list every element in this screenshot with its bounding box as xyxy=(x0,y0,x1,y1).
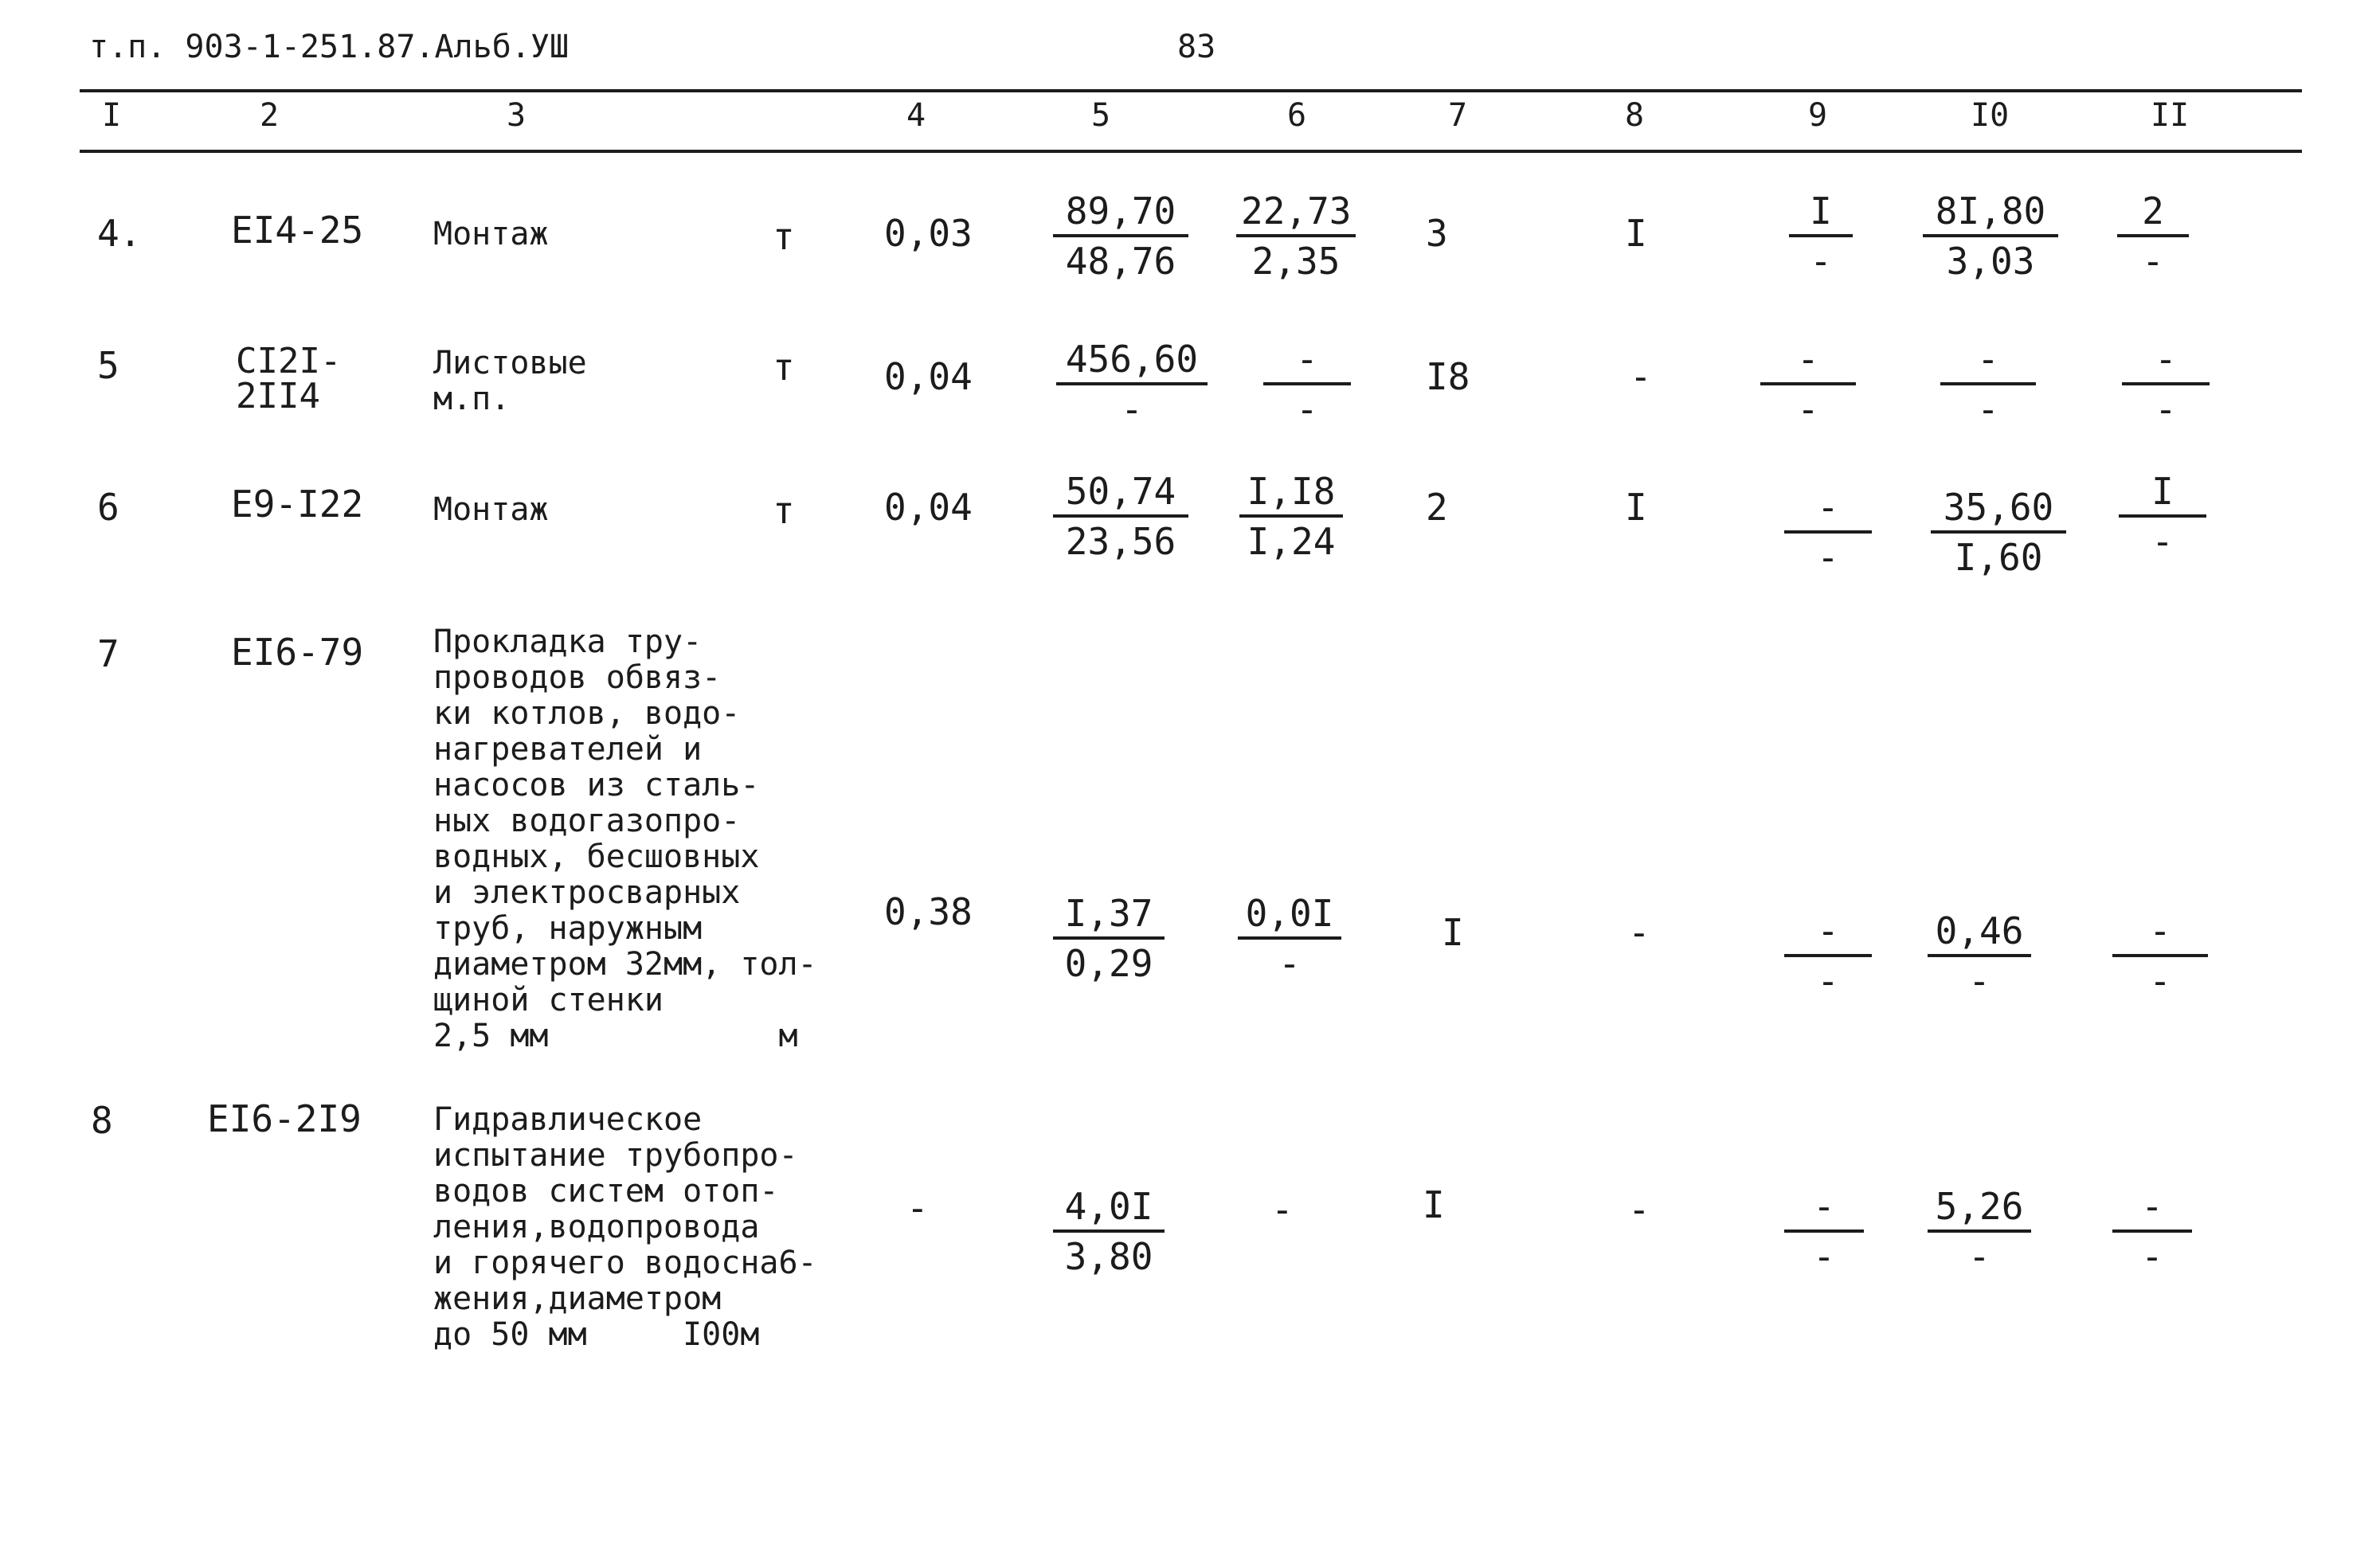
row-unit: т xyxy=(773,489,795,532)
row-name: Прокладка тру- проводов обвяз- ки котлов, водо- нагревателей и насосов из сталь- ных водогазопро- водных, бесшовных и электросварных труб, наружным диаметром 32мм, тол- щиной стенки 2,5 мм м xyxy=(433,624,817,1054)
row-code: EI6-2I9 xyxy=(207,1097,362,1140)
row-code: CI2I- 2II4 xyxy=(236,341,342,416)
row-quantity: - xyxy=(906,1186,929,1229)
column-header-4: 4 xyxy=(906,97,926,134)
row-col6-value: $\frac{I,I8}{I,24}$ xyxy=(1239,468,1343,565)
row-col11-value: I - xyxy=(2119,468,2206,565)
row-number: 4. xyxy=(97,212,142,255)
column-header-6: 6 xyxy=(1287,97,1307,134)
row-col11-value: - - xyxy=(2122,336,2210,433)
row-name: Гидравлическое испытание трубопро- водов систем отоп- ления,водопровода и горячего водосна6- жения,диаметром до 50 мм I00м xyxy=(433,1101,817,1353)
column-header-2: 2 xyxy=(260,97,280,134)
row-name: Монтаж xyxy=(433,216,549,252)
row-col11-value: - - xyxy=(2112,908,2208,1005)
row-col5-value: $\frac{50,74}{23,56}$ xyxy=(1053,468,1188,565)
row-col11-value: 2 - xyxy=(2117,188,2189,285)
row-col10-value: 5,26 - xyxy=(1928,1183,2031,1280)
row-name: Монтаж xyxy=(433,491,549,528)
row-quantity: 0,04 xyxy=(884,355,973,398)
page-number: 83 xyxy=(1177,29,1216,65)
row-code: E9-I22 xyxy=(231,483,364,526)
row-col7-value: I xyxy=(1442,911,1464,954)
row-col10-value: 0,46 - xyxy=(1928,908,2031,1005)
row-col10-value: $\frac{8I,80}{3,03}$ xyxy=(1923,188,2058,285)
row-col11-value: - - xyxy=(2112,1183,2192,1280)
row-quantity: 0,03 xyxy=(884,212,973,255)
row-col5-value: $\frac{I,37}{0,29}$ xyxy=(1053,890,1165,987)
row-col7-value: 3 xyxy=(1426,212,1448,255)
row-col7-value: I xyxy=(1423,1183,1445,1226)
row-col5-value: 456,60 - xyxy=(1056,336,1208,433)
column-header-9: 9 xyxy=(1808,97,1828,134)
column-header-5: 5 xyxy=(1091,97,1111,134)
row-col10-value: $\frac{35,60}{I,60}$ xyxy=(1931,484,2066,581)
row-col10-value: - - xyxy=(1940,336,2036,433)
row-quantity: 0,38 xyxy=(884,890,973,933)
row-col6-value: - xyxy=(1271,1188,1294,1231)
row-code: EI4-25 xyxy=(231,209,364,252)
row-number: 7 xyxy=(97,632,119,675)
row-col6-value: 0,0I - xyxy=(1238,890,1341,987)
document-reference: т.п. 903-1-251.87.Альб.УШ xyxy=(89,29,570,65)
row-col9-value: - - xyxy=(1760,336,1856,433)
row-number: 8 xyxy=(91,1099,113,1142)
row-quantity: 0,04 xyxy=(884,486,973,529)
row-col9-value: - - xyxy=(1784,1183,1864,1280)
row-col8-value: - xyxy=(1628,911,1650,954)
row-unit: т xyxy=(773,346,795,389)
row-col6-value: - - xyxy=(1263,336,1351,433)
table-top-rule xyxy=(80,89,2302,92)
table-header-rule xyxy=(80,150,2302,153)
row-col8-value: - xyxy=(1630,355,1652,398)
column-header-7: 7 xyxy=(1448,97,1468,134)
row-code: EI6-79 xyxy=(231,631,364,674)
row-col8-value: - xyxy=(1628,1188,1650,1231)
column-header-1: I xyxy=(102,97,122,134)
column-header-11: II xyxy=(2151,97,2190,134)
row-col5-value: $\frac{4,0I}{3,80}$ xyxy=(1053,1183,1165,1280)
row-col6-value: $\frac{22,73}{2,35}$ xyxy=(1236,188,1356,285)
row-name: Листовые м.п. xyxy=(433,345,587,417)
row-col5-value: $\frac{89,70}{48,76}$ xyxy=(1053,188,1188,285)
row-col9-value: - - xyxy=(1784,908,1872,1005)
row-number: 6 xyxy=(97,486,119,529)
row-col8-value: I xyxy=(1625,486,1647,529)
column-header-10: I0 xyxy=(1971,97,2010,134)
row-col9-value: I - xyxy=(1789,188,1853,285)
column-header-8: 8 xyxy=(1625,97,1645,134)
row-unit: т xyxy=(773,215,795,258)
column-header-3: 3 xyxy=(507,97,526,134)
row-col7-value: 2 xyxy=(1426,486,1448,529)
row-number: 5 xyxy=(97,344,119,387)
row-col8-value: I xyxy=(1625,212,1647,255)
row-col9-value: - - xyxy=(1784,484,1872,581)
row-col7-value: I8 xyxy=(1426,355,1470,398)
